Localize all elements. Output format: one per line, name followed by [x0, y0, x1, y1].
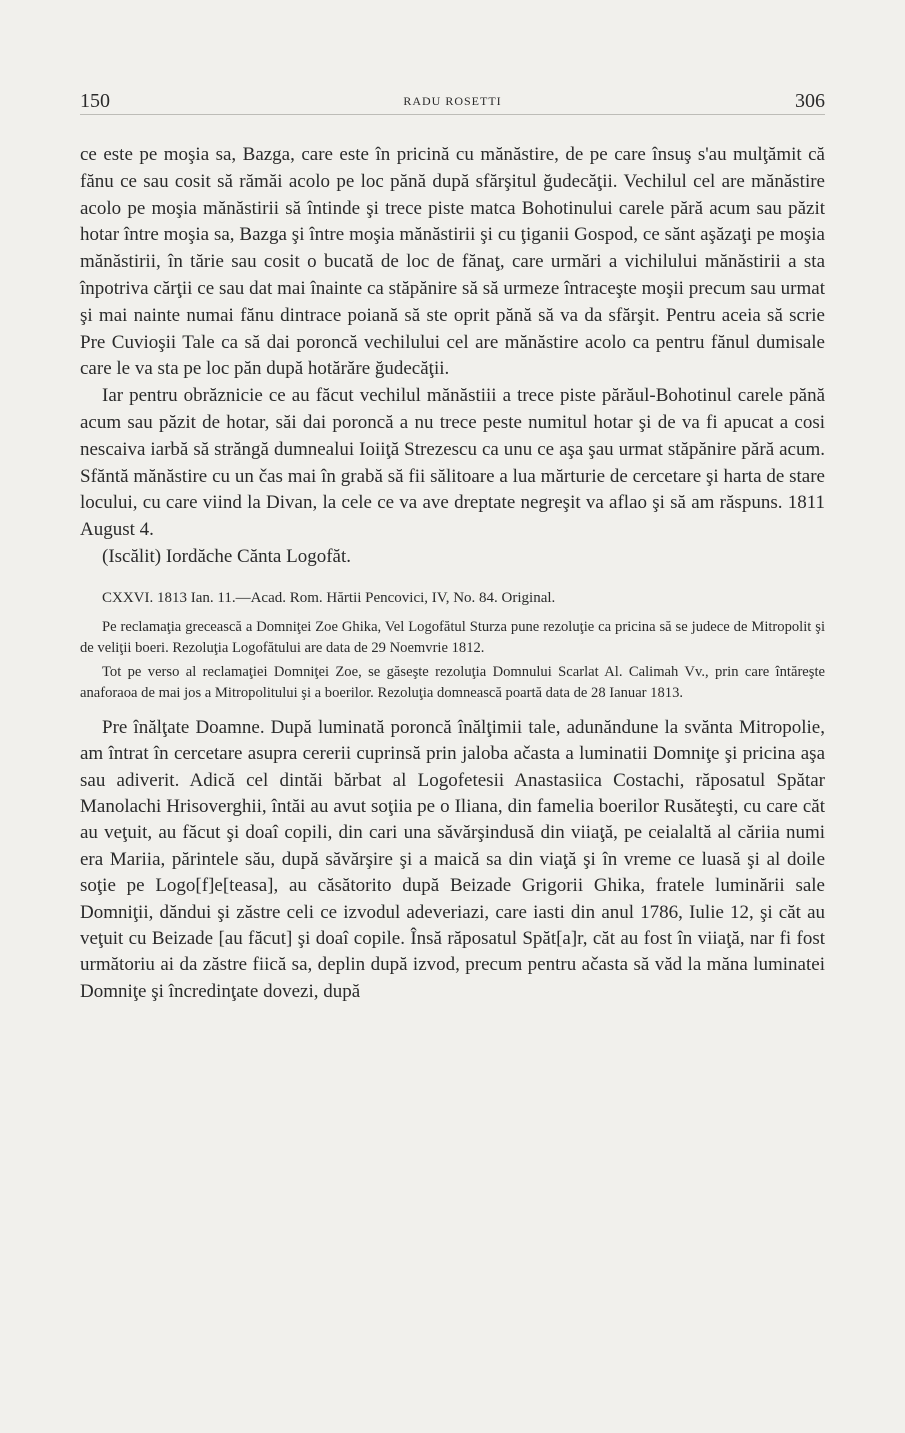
- document-main-text: Pre înălţate Doamne. După luminată poroncă înălţimii tale, adunăndune la svănta Mitropolie, am întrat în cercetare asupra cererii cuprinsă prin jaloba ačasta a luminatii Domniţe şi pricina aşa sau adiverit. Adică cel dintăi bărbat al Logofetesii Anastasiica Costachi, răposatul Spătar Manolachi Hrisoverghii, întăi au avut soţiia pe o Iliana, din famelia boerilor Rusăteşti, cu care căt au veţuit, au făcut şi doaî copili, din cari una săvărşindusă din viiaţă, pe ceialaltă al căriia numi era Mariia, părintele său, după săvărşire şi a maică sa din viaţă şi în vreme ce luasă şi al doile soţie pe Logo[f]e[teasa], au căsătorito după Beizade Grigorii Ghika, fratele luminării sale Domniţii, dăndui şi zăstre celi ce izvodul adeveriazi, care iasti din anul 1786, Iulie 12, şi căt au veţuit cu Beizade [au făcut] şi doaî copile. Însă răposatul Spăt[a]r, căt au fost în viiaţă, nar fi fost următoriu ai da zăstre fiică sa, deplin după izvod, precum pentru ačasta să văd la măna luminatei Domniţe şi încredinţate dovezi, după: [80, 716, 825, 1002]
- paragraph-second: Iar pentru obrăznicie ce au făcut vechilul mănăstiii a trece piste părăul-Bohotinul carele pănă acum sau păzit de hotar, săi dai poroncă a nu trece peste numitul hotar şi de va fi apucat a cosi nescaiva iarbă să străngă dumnealui Ioiiţă Strezescu ca unu ce aşa şau urmat stăpănire pără acum. Sfăntă mănăstire cu un čas mai în grabă să fii sălitoare a lua mărturie de cercetare şi harta de stare locului, cu care viind la Divan, la cele ce va ave dreptate negreşit va aflao şi să am răspuns. 1811 August 4.: [80, 385, 825, 541]
- editorial-note: Pe reclamaţia grecească a Domniţei Zoe Ghika, Vel Logofătul Sturza pune rezoluţie ca pricina să se judece de Mitropolit şi de veliţii boeri. Rezoluţia Logofătului are data de 29 Noemvrie 1812.: [80, 618, 825, 657]
- running-title: RADU ROSETTI: [403, 94, 502, 108]
- document-reference: CXXVI. 1813 Ian. 11.—Acad. Rom. Hărtii Pencovici, IV, No. 84. Original.: [102, 589, 556, 606]
- signature-line: (Iscălit) Iordăche Cănta Logofăt.: [102, 545, 351, 567]
- editorial-note: Tot pe verso al reclamaţiei Domniţei Zoe, se găseşte rezoluţia Domnului Scarlat Al. Calimah Vv., prin care întăreşte anaforaoa de mai jos a Mitropolitului şi a boerilor. Rezoluţia domnească poartă data de 28 Ianuar 1813.: [80, 663, 825, 702]
- running-header: [80, 88, 825, 115]
- paragraph-continuation: ce este pe moşia sa, Bazga, care este în pricină cu mănăstire, de pe care însuş s'au mulţămit că fănu ce sau cosit să rămăi acolo pe loc pănă după sfărşitul ğudecăţii. Vechilul cel are mănăstire acolo pe moşia mănăstirii să întinde şi trece piste matca Bohotinului carele pără acum sau păzit hotar între moşia sa, Bazga şi între moşia mănăstirii şi cu ţiganii Gospod, ce sănt aşăzaţi pe moşia mănăstirii, în tărie sau cosit o bucată de loc de fănaţ, care urmări a vichilului mănăstirii a sta înpotriva cărţii ce sau dat mai înainte ca stăpănire să să urmeze întraceşte moşii precum sau urmat şi mai nainte numai fănu dintrace poiană să ste oprit pănă să va da sfărşit. Pentru aceia să scrie Pre Cuvioşii Tale ca să dai poroncă vechilului cel are mănăstire acolo ca pentru fănul dumisale care le va sta pe loc păn după hotărăre ğudecăţii.: [80, 144, 825, 380]
- page-body: [80, 142, 825, 1005]
- section-number: 306: [795, 90, 825, 112]
- page-number: 150: [80, 90, 110, 112]
